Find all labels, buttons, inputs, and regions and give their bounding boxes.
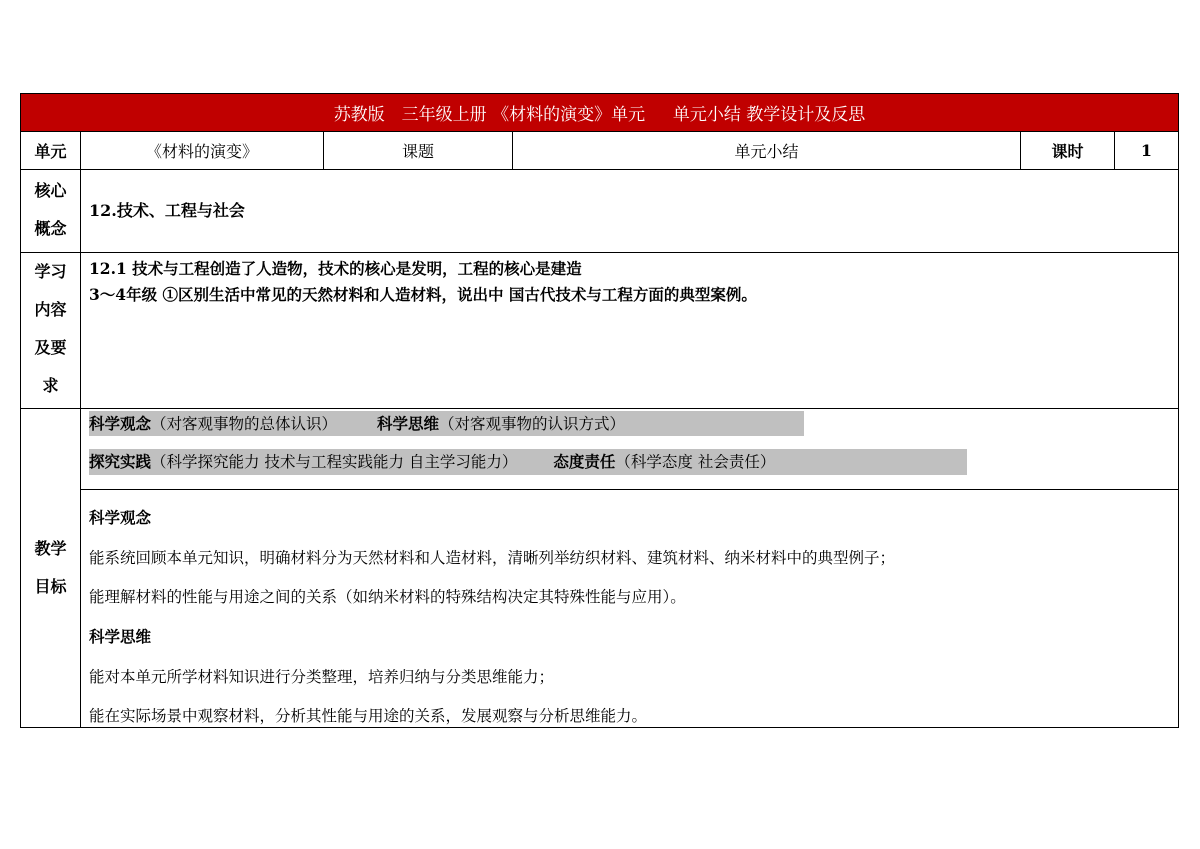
- section-2-line-1: 能对本单元所学材料知识进行分类整理，培养归纳与分类思维能力；: [89, 668, 555, 686]
- table-title: [21, 94, 1178, 132]
- learning-label-2: 内容: [34, 300, 67, 319]
- learning-req-line-1: 12.1 技术与工程创造了人造物，技术的核心是发明，工程的核心是建造: [89, 259, 582, 278]
- learning-requirement-row: [21, 253, 1178, 409]
- section-1-line-2: 能理解材料的性能与用途之间的关系（如纳米材料的特殊结构决定其特殊性能与应用）。: [89, 588, 686, 606]
- core-concept-value-cell: [81, 170, 1178, 252]
- legend-1-text: （对客观事物的总体认识）: [151, 415, 338, 433]
- legend-2-text: （对客观事物的认识方式）: [439, 415, 626, 433]
- section-1-line-1: 能系统回顾本单元知识，明确材料分为天然材料和人造材料，清晰列举纺织材料、建筑材料、纳米材料中的典型例子；: [89, 549, 896, 567]
- lesson-plan-table: [20, 93, 1179, 728]
- learning-requirement-label-cell: [21, 253, 81, 408]
- legend-line-1: [89, 411, 804, 436]
- objectives-label-2: 目标: [34, 577, 67, 596]
- period-label: 课时: [1051, 142, 1084, 161]
- core-concept-label-2: 概念: [34, 219, 67, 238]
- period-value: 1: [1140, 141, 1153, 160]
- objectives-legend: [81, 409, 1178, 490]
- header-row: [21, 132, 1178, 170]
- legend-3-text: （科学探究能力 技术与工程实践能力 自主学习能力）: [151, 453, 518, 471]
- objectives-content-cell: [81, 409, 1178, 727]
- core-concept-row: [21, 170, 1178, 253]
- core-concept-label-cell: [21, 170, 81, 252]
- legend-4-text: （科学态度 社会责任）: [615, 453, 776, 471]
- legend-1-bold: 科学观念: [89, 414, 152, 433]
- objectives-label-cell: [21, 409, 81, 727]
- topic-label: 课题: [401, 142, 434, 161]
- section-2-title: 科学思维: [89, 627, 152, 646]
- section-1-title: 科学观念: [89, 508, 152, 527]
- unit-value-cell: [81, 132, 324, 169]
- topic-label-cell: [324, 132, 513, 169]
- period-label-cell: [1021, 132, 1115, 169]
- learning-requirement-value-cell: [81, 253, 1178, 408]
- legend-2-bold: 科学思维: [377, 414, 440, 433]
- learning-label-3: 及要: [34, 338, 67, 357]
- table-title-text: 苏教版 三年级上册 《材料的演变》单元 单元小结 教学设计及反思: [333, 105, 866, 125]
- objectives-row: [21, 409, 1178, 727]
- learning-label-4: 求: [42, 376, 59, 395]
- topic-value: 单元小结: [734, 142, 799, 161]
- period-value-cell: [1115, 132, 1178, 169]
- legend-4-bold: 态度责任: [553, 452, 616, 471]
- topic-value-cell: [513, 132, 1021, 169]
- unit-value: 《材料的演变》: [145, 142, 258, 161]
- legend-line-2: [89, 449, 967, 475]
- learning-label-1: 学习: [34, 262, 67, 281]
- learning-req-line-2: 3～4年级 ①区别生活中常见的天然材料和人造材料，说出中 国古代技术与工程方面的典型案例。: [89, 285, 757, 304]
- unit-label: 单元: [34, 142, 67, 161]
- objectives-label-1: 教学: [34, 539, 67, 558]
- unit-label-cell: [21, 132, 81, 169]
- core-concept-value: 12.技术、工程与社会: [89, 201, 245, 220]
- core-concept-label-1: 核心: [34, 181, 67, 200]
- legend-3-bold: 探究实践: [89, 452, 152, 471]
- section-2-line-2: 能在实际场景中观察材料，分析其性能与用途的关系，发展观察与分析思维能力。: [89, 707, 648, 725]
